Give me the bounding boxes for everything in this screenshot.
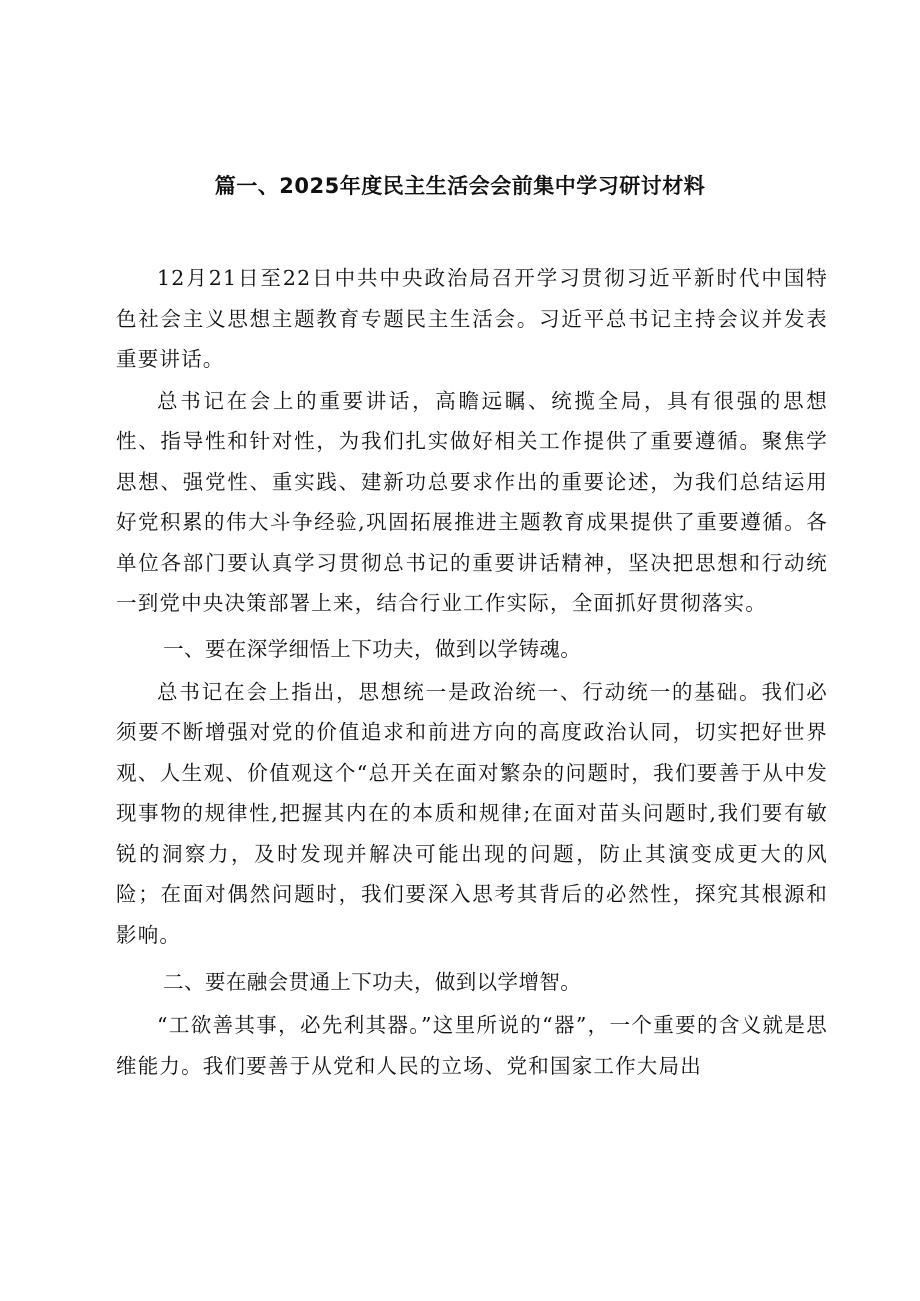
body-paragraph: 12月21日至22日中共中央政治局召开学习贯彻习近平新时代中国特色社会主义思想主题教育专题民主生活会。习近平总书记主持会议并发表重要讲话。 xyxy=(116,266,828,371)
body-paragraph: 总书记在会上的重要讲话，高瞻远瞩、统揽全局，具有很强的思想性、指导性和针对性，为我们扎实做好相关工作提供了重要遵循。聚焦学思想、强党性、重实践、建新功总要求作出的重要论述，为我们总结运用好党积累的伟大斗争经验,巩固拓展推进主题教育成果提供了重要遵循。各单位各部门要认真学习贯彻总书记的重要讲话精神，坚决把思想和行动统一到党中央决策部署上来，结合行业工作实际，全面抓好贯彻落实。 xyxy=(116,388,828,615)
document-title: 篇一、2025年度民主生活会会前集中学习研讨材料 xyxy=(214,174,706,198)
document-body xyxy=(116,258,828,1086)
body-paragraph: “工欲善其事，必先利其器。”这里所说的“器”，一个重要的含义就是思维能力。我们要善于从党和人民的立场、党和国家工作大局出 xyxy=(116,1013,828,1078)
section-heading: 二、要在融会贯通上下功夫，做到以学增智。 xyxy=(163,970,582,994)
section-heading: 一、要在深学细悟上下功夫，做到以学铸魂。 xyxy=(163,636,582,661)
body-paragraph: 总书记在会上指出，思想统一是政治统一、行动统一的基础。我们必须要不断增强对党的价值追求和前进方向的高度政治认同，切实把好世界观、人生观、价值观这个“总开关在面对繁杂的问题时，我们要善于从中发现事物的规律性,把握其内在的本质和规律;在面对苗头问题时,我们要有敏锐的洞察力，及时发现并解决可能出现的问题，防止其演变成更大的风险；在面对偶然问题时，我们要深入思考其背后的必然性，探究其根源和影响。 xyxy=(116,679,828,947)
